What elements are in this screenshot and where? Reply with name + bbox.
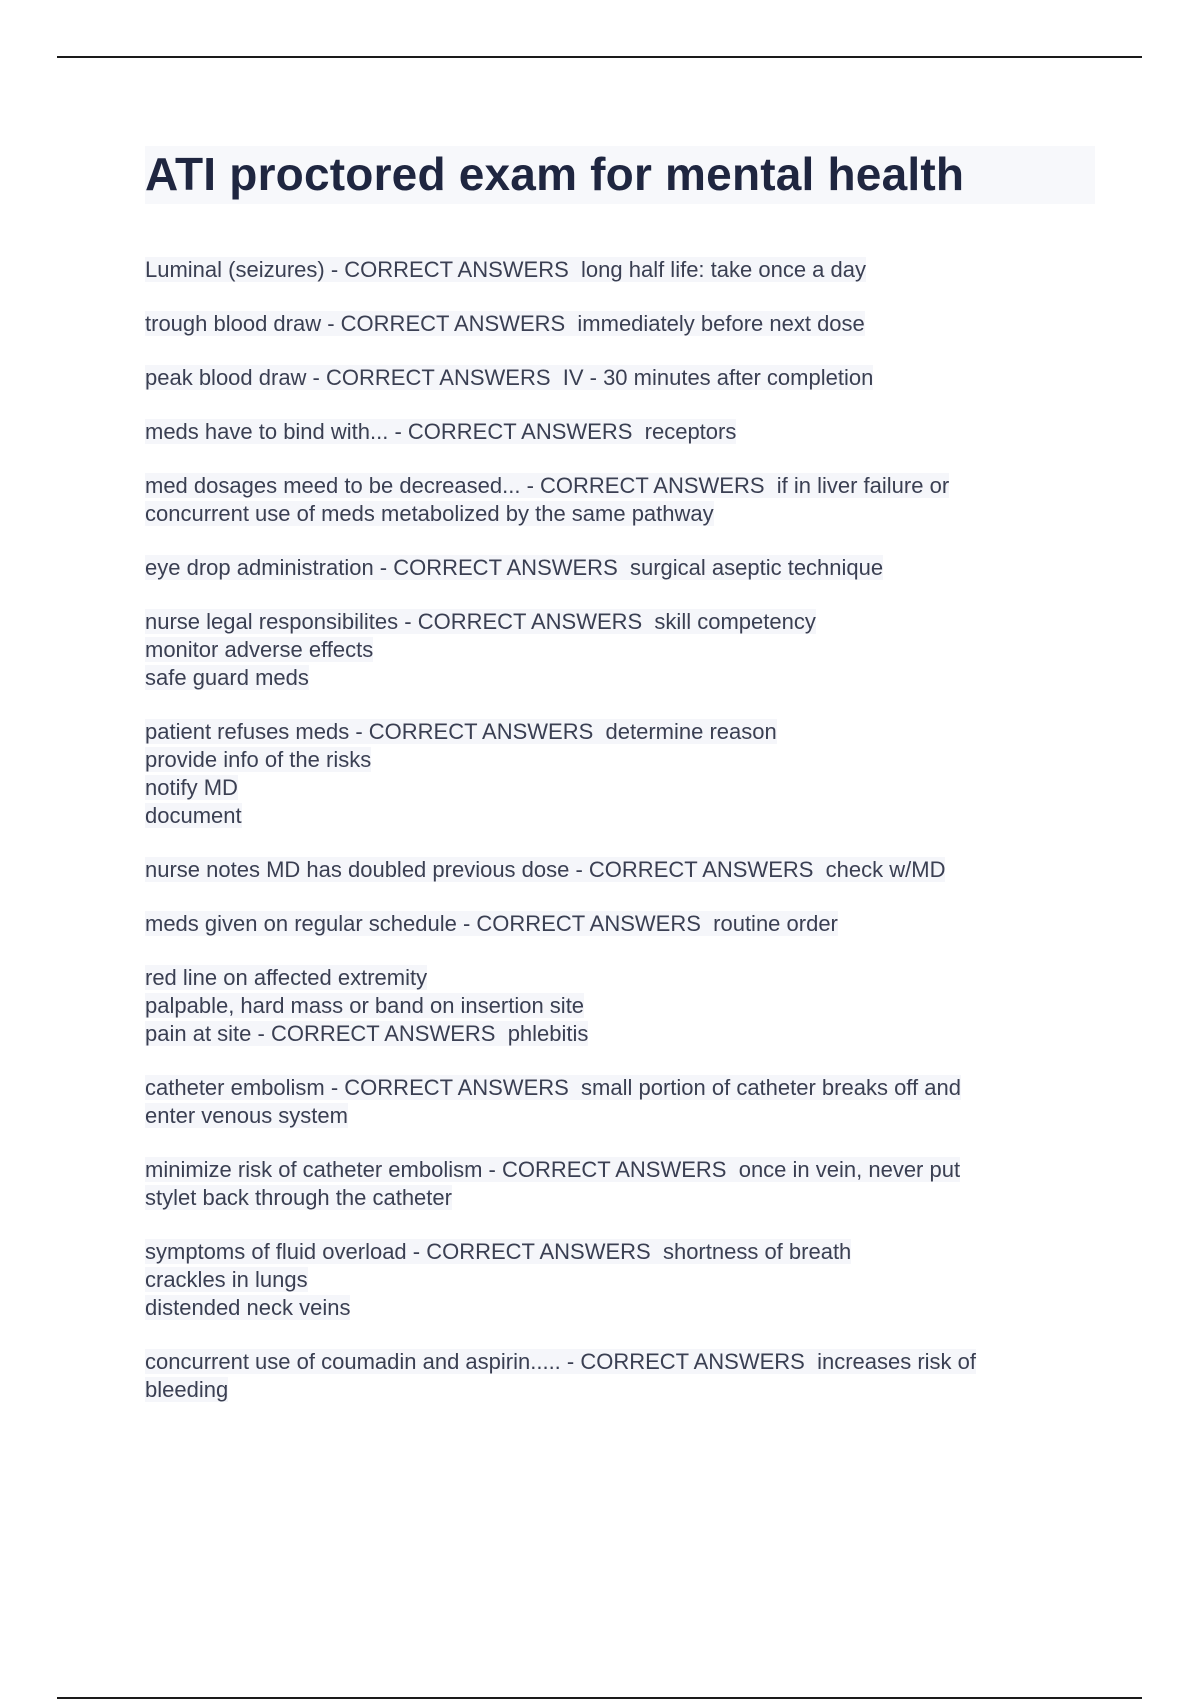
qa-line: concurrent use of meds metabolized by the same pathway — [145, 501, 714, 526]
qa-line: enter venous system — [145, 1103, 348, 1128]
qa-item — [145, 1156, 1095, 1212]
qa-item — [145, 418, 1095, 446]
qa-item — [145, 256, 1095, 284]
qa-line: provide info of the risks — [145, 747, 372, 772]
qa-line: safe guard meds — [145, 665, 309, 690]
qa-line: bleeding — [145, 1377, 229, 1402]
qa-item — [145, 364, 1095, 392]
qa-item — [145, 1074, 1095, 1130]
qa-line: stylet back through the catheter — [145, 1185, 452, 1210]
qa-line: red line on affected extremity — [145, 965, 428, 990]
qa-line: nurse legal responsibilites - CORRECT ANSWERS skill competency — [145, 609, 816, 634]
qa-line: crackles in lungs — [145, 1267, 308, 1292]
qa-line: document — [145, 803, 242, 828]
bottom-divider — [57, 1697, 1142, 1699]
qa-item — [145, 472, 1095, 528]
qa-item — [145, 910, 1095, 938]
qa-line: meds have to bind with... - CORRECT ANSWERS receptors — [145, 419, 737, 444]
qa-item — [145, 1348, 1095, 1404]
qa-line: minimize risk of catheter embolism - CORRECT ANSWERS once in vein, never put — [145, 1157, 961, 1182]
qa-line: Luminal (seizures) - CORRECT ANSWERS long half life: take once a day — [145, 257, 866, 282]
qa-item — [145, 856, 1095, 884]
qa-item — [145, 1238, 1095, 1322]
qa-line: peak blood draw - CORRECT ANSWERS IV - 30 minutes after completion — [145, 365, 874, 390]
qa-line: meds given on regular schedule - CORRECT ANSWERS routine order — [145, 911, 838, 936]
qa-line: patient refuses meds - CORRECT ANSWERS determine reason — [145, 719, 777, 744]
qa-line: eye drop administration - CORRECT ANSWERS surgical aseptic technique — [145, 555, 884, 580]
top-divider — [57, 56, 1142, 58]
qa-item — [145, 310, 1095, 338]
qa-item — [145, 718, 1095, 830]
qa-line: distended neck veins — [145, 1295, 351, 1320]
qa-line: concurrent use of coumadin and aspirin..... - CORRECT ANSWERS increases risk of — [145, 1349, 977, 1374]
qa-line: med dosages meed to be decreased... - CORRECT ANSWERS if in liver failure or — [145, 473, 950, 498]
document-body — [145, 146, 1095, 1430]
qa-list — [145, 256, 1095, 1404]
qa-line: catheter embolism - CORRECT ANSWERS small portion of catheter breaks off and — [145, 1075, 961, 1100]
qa-line: trough blood draw - CORRECT ANSWERS immediately before next dose — [145, 311, 865, 336]
qa-line: symptoms of fluid overload - CORRECT ANSWERS shortness of breath — [145, 1239, 852, 1264]
qa-item — [145, 554, 1095, 582]
qa-line: notify MD — [145, 775, 238, 800]
qa-line: monitor adverse effects — [145, 637, 374, 662]
qa-line: nurse notes MD has doubled previous dose - CORRECT ANSWERS check w/MD — [145, 857, 946, 882]
qa-item — [145, 964, 1095, 1048]
document-title: ATI proctored exam for mental health — [145, 146, 1095, 204]
qa-line: pain at site - CORRECT ANSWERS phlebitis — [145, 1021, 589, 1046]
qa-item — [145, 608, 1095, 692]
qa-line: palpable, hard mass or band on insertion site — [145, 993, 585, 1018]
